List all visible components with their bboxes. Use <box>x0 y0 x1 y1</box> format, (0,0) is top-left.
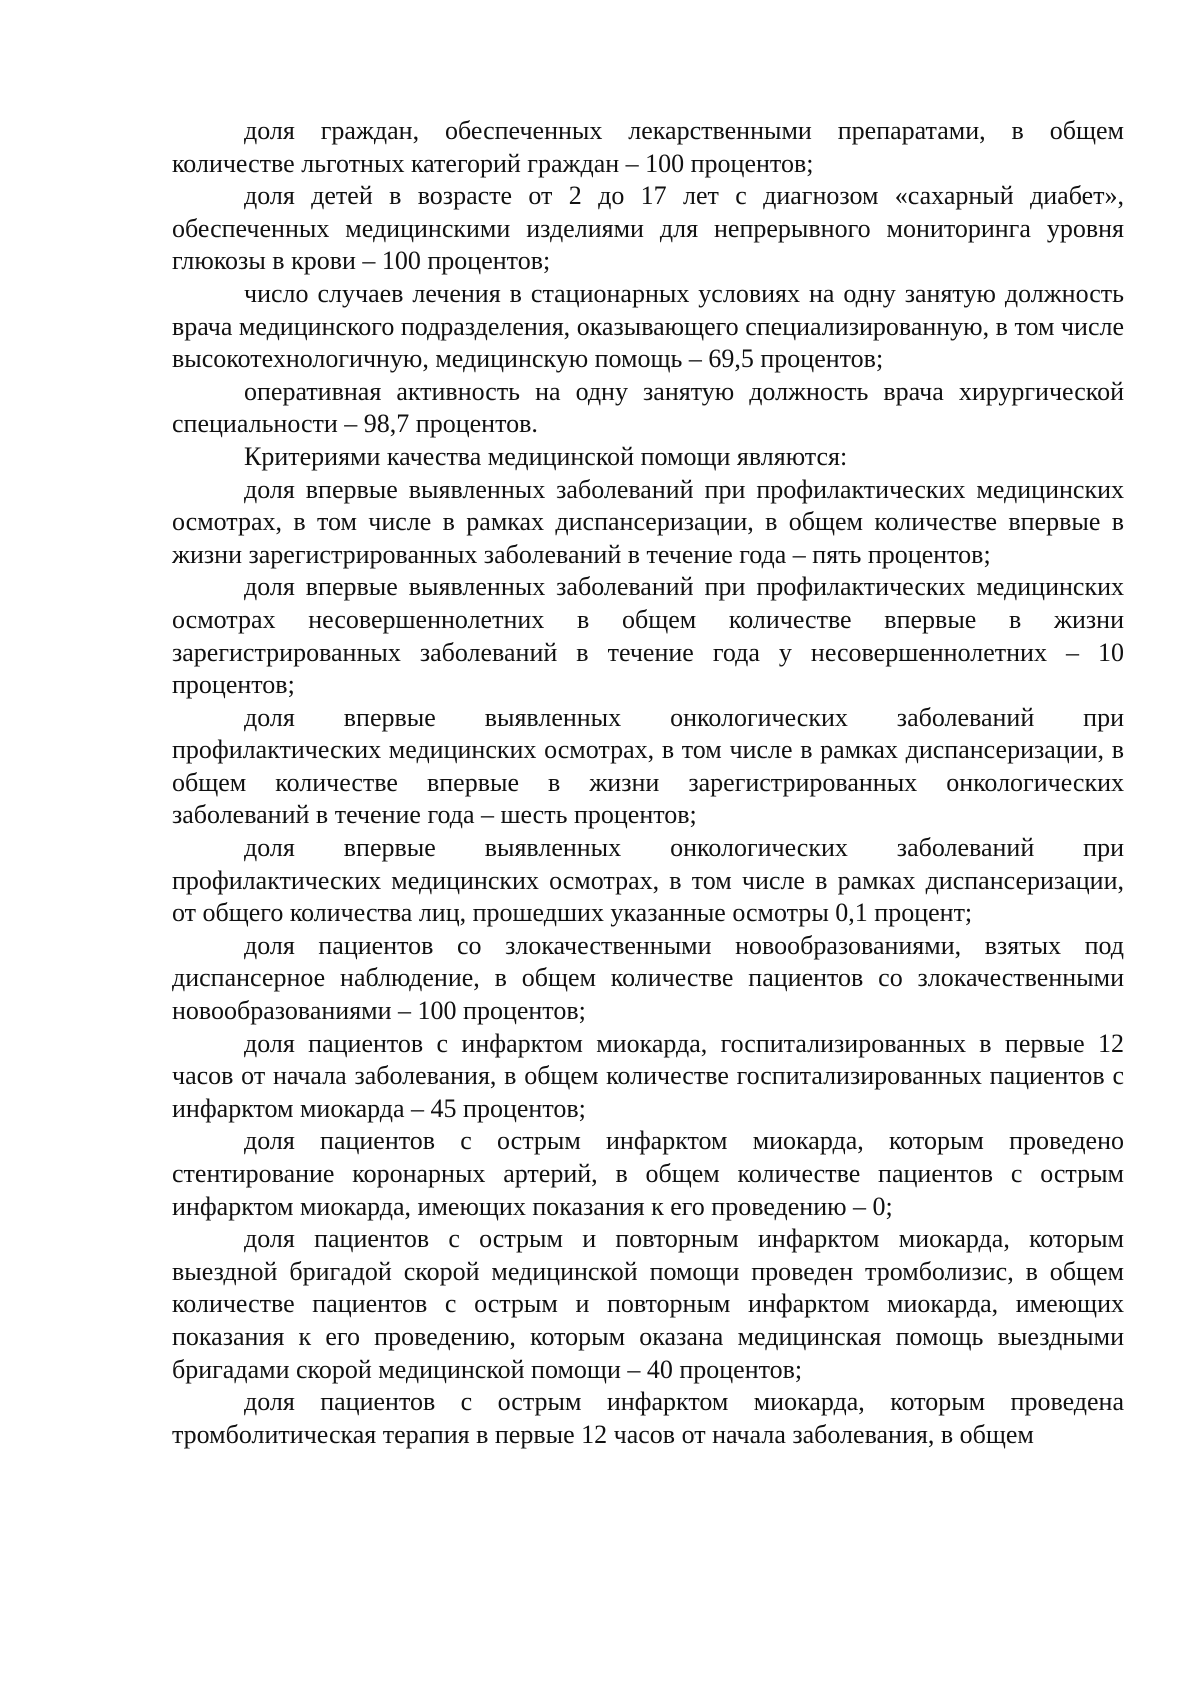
paragraph-glucose-monitoring: доля детей в возрасте от 2 до 17 лет с диагнозом «сахарный диабет», обеспеченных медицинскими изделиями для непрерывного мониторинга уровня глюкозы в крови – 100 процентов; <box>172 181 1124 276</box>
paragraph-infarction-hospitalized: доля пациентов с инфарктом миокарда, госпитализированных в первые 12 часов от начала заболевания, в общем количестве госпитализированных пациентов с инфарктом миокарда – 45 процентов; <box>172 1028 1124 1123</box>
paragraph-stenting: доля пациентов с острым инфарктом миокарда, которым проведено стентирование коронарных артерий, в общем количестве пациентов с острым инфарктом миокарда, имеющих показания к его проведению – 0; <box>172 1126 1124 1221</box>
paragraph-diseases-detected: доля впервые выявленных заболеваний при профилактических медицинских осмотрах, в том числе в рамках диспансеризации, в общем количестве впервые в жизни зарегистрированных заболеваний в течение года – пять процентов; <box>172 474 1124 569</box>
paragraph-inpatient-cases: число случаев лечения в стационарных условиях на одну занятую должность врача медицинского подразделения, оказывающего специализированную, в том числе высокотехнологичную, медицинскую помощь – 69,5 процентов; <box>172 278 1124 374</box>
paragraph-surgical-activity: оперативная активность на одну занятую должность врача хирургической специальности – 98,7 процентов. <box>172 376 1124 439</box>
paragraph-minors-diseases: доля впервые выявленных заболеваний при профилактических медицинских осмотрах несовершеннолетних в общем количестве впервые в жизни зарегистрированных заболеваний в течение года у несовершеннолетних – 10 процентов; <box>172 572 1124 700</box>
document-page <box>172 115 1124 1451</box>
paragraph-oncology-share: доля впервые выявленных онкологических заболеваний при профилактических медицинских осмотрах, в том числе в рамках диспансеризации, в общем количестве впервые в жизни зарегистрированных онкологических заболеваний в течение года – шесть процентов; <box>172 702 1124 830</box>
paragraph-thrombolytic-therapy: доля пациентов с острым инфарктом миокарда, которым проведена тромболитическая терапия в первые 12 часов от начала заболевания, в общем <box>172 1387 1124 1449</box>
paragraph-thrombolysis-ambulance: доля пациентов с острым и повторным инфарктом миокарда, которым выездной бригадой скорой медицинской помощи проведен тромболизис, в общем количестве пациентов с острым и повторным инфарктом миокарда, имеющих показания к его проведению, которым оказана медицинская помощь выездными бригадами скорой медицинской помощи – 40 процентов; <box>172 1224 1124 1384</box>
paragraph-oncology-examined: доля впервые выявленных онкологических заболеваний при профилактических медицинских осмотрах, в том числе в рамках диспансеризации, от общего количества лиц, прошедших указанные осмотры 0,1 процент; <box>172 833 1124 928</box>
paragraph-medication-coverage: доля граждан, обеспеченных лекарственными препаратами, в общем количестве льготных категорий граждан – 100 процентов; <box>172 116 1124 178</box>
paragraph-oncology-dispensary: доля пациентов со злокачественными новообразованиями, взятых под диспансерное наблюдение, в общем количестве пациентов со злокачественными новообразованиями – 100 процентов; <box>172 930 1124 1026</box>
paragraph-quality-criteria-heading: Критериями качества медицинской помощи являются: <box>244 441 848 471</box>
